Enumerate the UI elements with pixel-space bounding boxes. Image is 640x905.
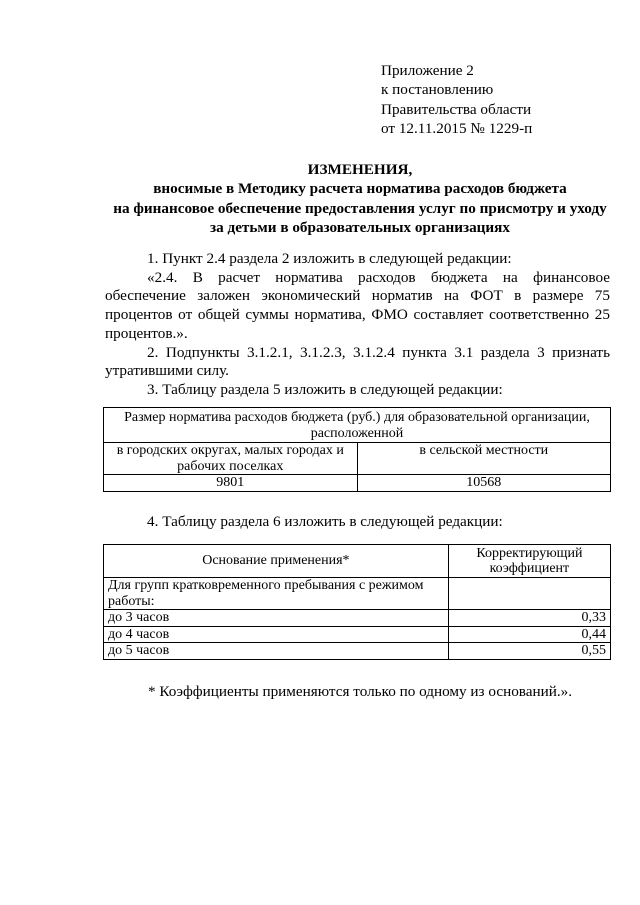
coef-row-label: до 4 часов (104, 626, 449, 643)
coef-row-label: до 3 часов (104, 610, 449, 627)
coefficient-table (103, 544, 611, 660)
appendix-line: от 12.11.2015 № 1229-п (381, 119, 533, 137)
table-row (104, 610, 611, 627)
table-row (104, 626, 611, 643)
title-line: ИЗМЕНЕНИЯ, (307, 161, 413, 178)
coef-table-empty-cell (448, 578, 610, 610)
footnote: * Коэффициенты применяются только по одному из оснований.». (148, 683, 573, 700)
norm-table-value-urban: 9801 (104, 475, 358, 492)
title-line: на финансовое обеспечение предоставления услуг по присмотру и уходу (113, 199, 607, 217)
norm-table (103, 407, 611, 492)
title-line: за детьми в образовательных организациях (210, 218, 510, 236)
appendix-block (381, 61, 532, 138)
norm-table-col-urban: в городских округах, малых городах и рабочих поселках (104, 443, 358, 475)
body-text (105, 250, 610, 400)
paragraph: 2. Подпункты 3.1.2.1, 3.1.2.3, 3.1.2.4 пункта 3.1 раздела 3 признать утратившими силу. (105, 343, 610, 380)
coef-row-value: 0,44 (448, 626, 610, 643)
coef-row-label: до 5 часов (104, 643, 449, 660)
coef-table-group-label: Для групп кратковременного пребывания с режимом работы: (104, 578, 449, 610)
paragraph: «2.4. В расчет норматива расходов бюджета на финансовое обеспечение заложен экономический норматив на ФОТ в размере 75 процентов от общей суммы норматива, ФМО составляет соответственно 25 процентов.». (105, 268, 610, 342)
coef-table-head-coef: Корректирующий коэффициент (448, 545, 610, 578)
document-title (100, 160, 620, 237)
paragraph: 4. Таблицу раздела 6 изложить в следующей редакции: (147, 513, 503, 530)
coef-row-value: 0,33 (448, 610, 610, 627)
table-row (104, 643, 611, 660)
appendix-line: Приложение 2 (381, 62, 474, 79)
paragraph: 3. Таблицу раздела 5 изложить в следующей редакции: (147, 380, 503, 398)
norm-table-header: Размер норматива расходов бюджета (руб.) для образовательной организации, расположенной (104, 408, 611, 443)
coef-row-value: 0,55 (448, 643, 610, 660)
appendix-line: Правительства области (381, 100, 532, 118)
appendix-line: к постановлению (381, 81, 494, 99)
title-line: вносимые в Методику расчета норматива расходов бюджета (153, 180, 567, 198)
paragraph: 1. Пункт 2.4 раздела 2 изложить в следующей редакции: (147, 250, 512, 267)
coef-table-head-basis: Основание применения* (104, 545, 449, 578)
norm-table-value-rural: 10568 (357, 475, 611, 492)
norm-table-col-rural: в сельской местности (357, 443, 611, 475)
